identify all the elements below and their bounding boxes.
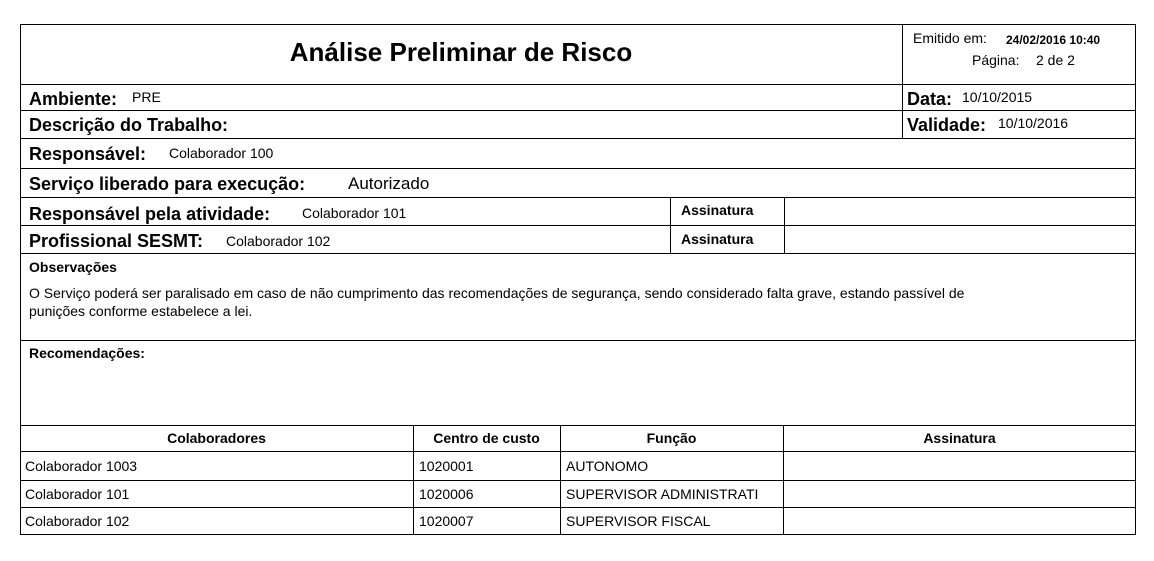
table-cell-colaborador: Colaborador 101 [25,486,130,502]
data-label: Data: [907,89,953,109]
table-cell-funcao: SUPERVISOR FISCAL [566,514,711,528]
resp-atividade-value: Colaborador 101 [302,205,407,221]
page-label: Página: [972,52,1020,68]
signature-divider [784,197,785,253]
table-cell-colaborador: Colaborador 1003 [25,458,138,474]
row-line [20,197,1136,198]
ambiente-value: PRE [132,89,161,105]
table-header-centro-custo: Centro de custo [433,430,540,446]
table-cell-centro-custo: 1020007 [419,513,474,529]
row-line [20,480,1136,481]
header-divider [902,24,903,138]
issued-label: Emitido em: [913,30,987,46]
sesmt-value: Colaborador 102 [226,233,331,249]
ambiente-label: Ambiente: [29,89,118,109]
page-title: Análise Preliminar de Risco [289,37,633,67]
table-header-funcao: Função [646,430,697,446]
page-value: 2 de 2 [1036,52,1075,68]
row-line [20,425,1136,426]
table-cell-centro-custo: 1020006 [419,486,474,502]
signature-divider [670,197,671,253]
table-cell-funcao: SUPERVISOR ADMINISTRATI [566,487,759,501]
servico-value: Autorizado [348,174,430,193]
table-cell-centro-custo: 1020001 [419,458,474,474]
row-line [20,451,1136,452]
table-cell-funcao: AUTONOMO [566,459,649,473]
assinatura-label: Assinatura [681,231,754,247]
recomendacoes-label: Recomendações: [29,345,145,361]
responsavel-label: Responsável: [29,144,147,164]
row-line [20,138,1136,139]
table-header-assinatura: Assinatura [923,430,996,446]
observacoes-text-line: punições conforme estabelece a lei. [29,303,253,319]
issued-value: 24/02/2016 10:40 [1006,33,1101,47]
resp-atividade-label: Responsável pela atividade: [29,204,271,224]
sesmt-label: Profissional SESMT: [29,231,204,251]
row-line [20,340,1136,341]
table-cell-colaborador: Colaborador 102 [25,513,130,529]
row-line [20,225,1136,226]
servico-label: Serviço liberado para execução: [29,174,306,194]
row-line [20,110,1136,111]
data-value: 10/10/2015 [962,89,1033,105]
observacoes-label: Observações [29,259,117,275]
assinatura-label: Assinatura [681,202,754,218]
validade-value: 10/10/2016 [998,115,1069,131]
responsavel-value: Colaborador 100 [169,145,274,161]
table-header-colaboradores: Colaboradores [167,430,266,446]
row-line [20,168,1136,169]
validade-label: Validade: [907,115,987,135]
row-line [20,507,1136,508]
row-line [20,84,1136,85]
observacoes-text-line: O Serviço poderá ser paralisado em caso de não cumprimento das recomendações de segurança, sendo considerado falta grave, estando passível de [29,285,965,301]
descricao-label: Descrição do Trabalho: [29,115,229,135]
row-line [20,253,1136,254]
